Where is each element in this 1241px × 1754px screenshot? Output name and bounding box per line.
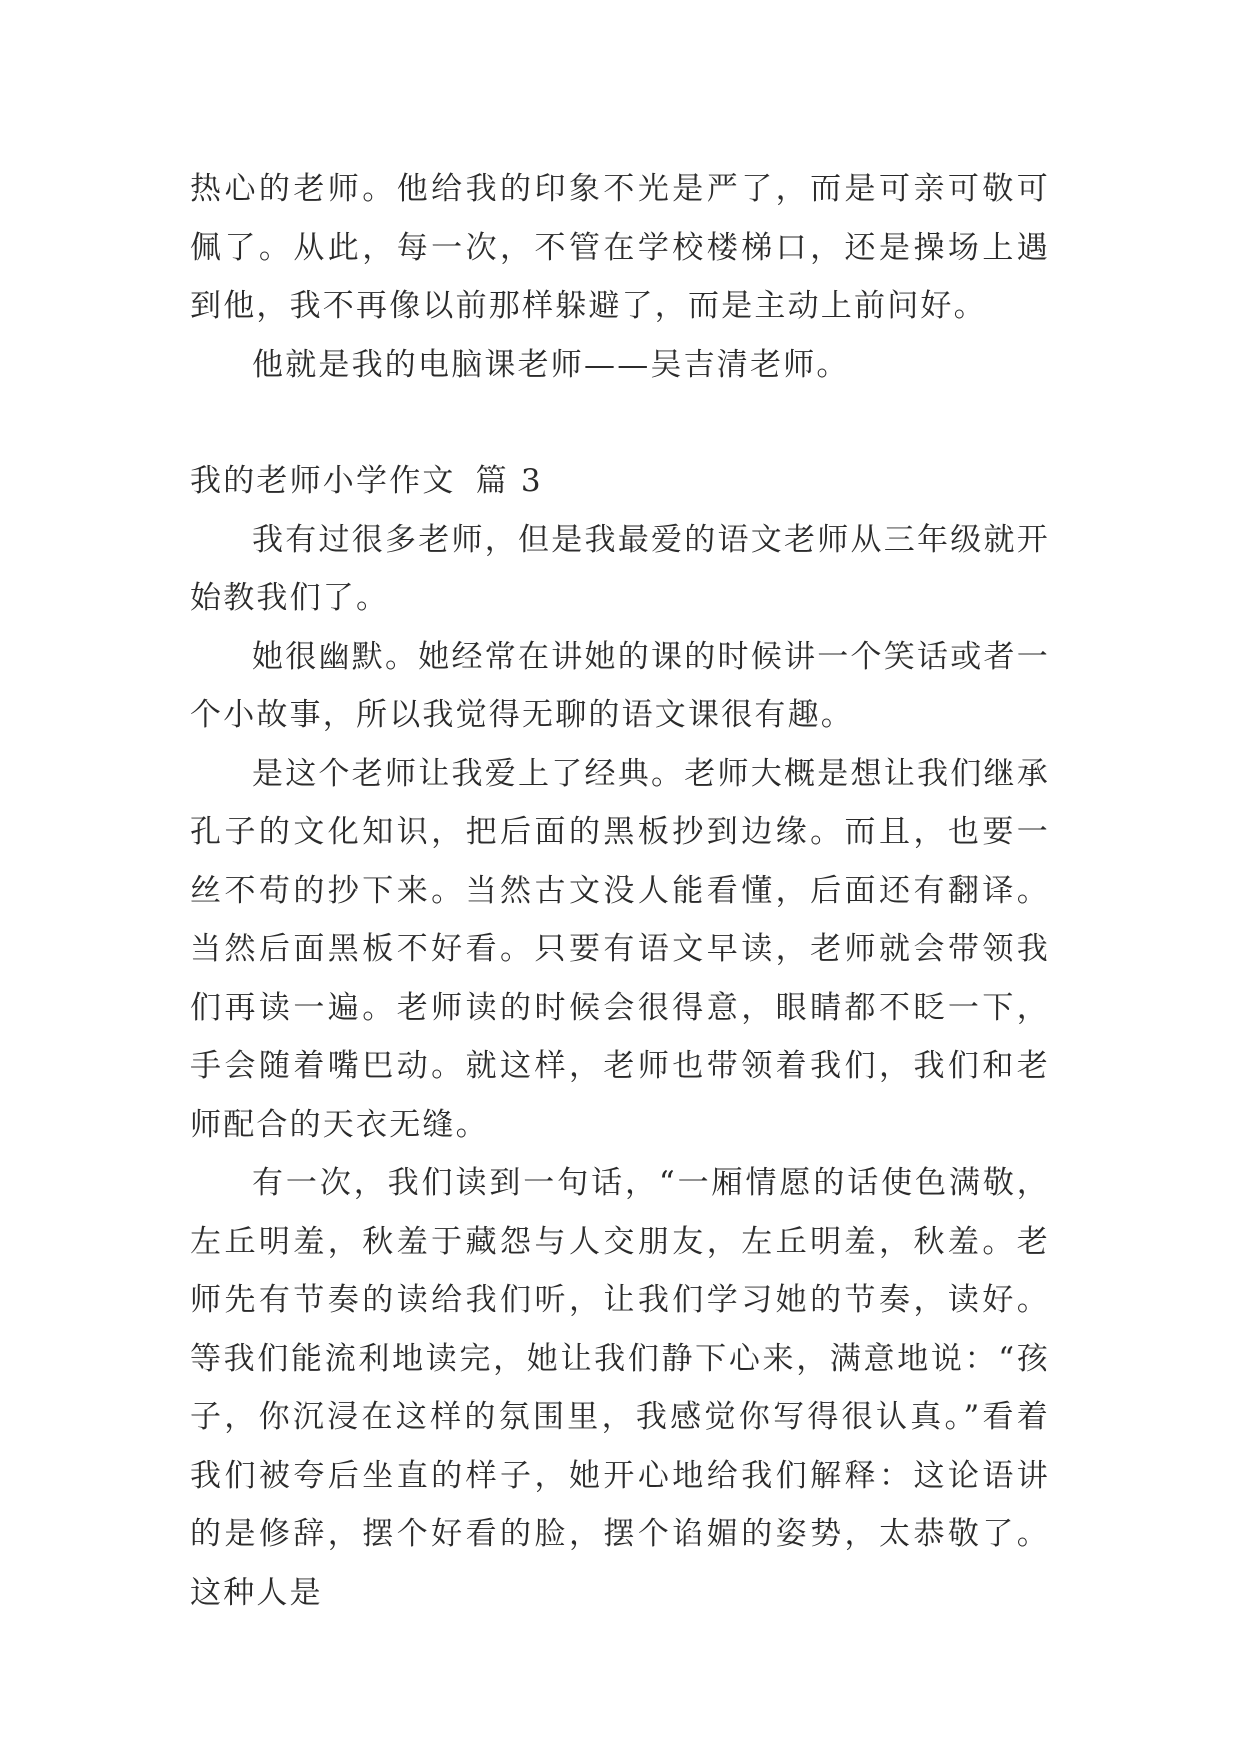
section-heading (190, 452, 1050, 511)
paragraph-1: 我有过很多老师，但是我最爱的语文老师从三年级就开始教我们了。 (190, 521, 1050, 616)
document-body (190, 160, 1050, 1622)
section-title: 我的老师小学作文 (190, 463, 456, 499)
section-spacer (190, 394, 1050, 452)
paragraph-4: 有一次，我们读到一句话，“一厢情愿的话使色满敬，左丘明羞，秋羞于藏怨与人交朋友，左丘明羞，秋羞。老师先有节奏的读给我们听，让我们学习她的节奏，读好。等我们能流利地读完，她让我们静下心来，满意地说：“孩子，你沉浸在这样的氛围里，我感觉你写得很认真。”看着我们被夸后坐直的样子，她开心地给我们解释：这论语讲的是修辞，摆个好看的脸，摆个谄媚的姿势，太恭敬了。这种人是 (190, 1165, 1050, 1611)
paragraph-3: 是这个老师让我爱上了经典。老师大概是想让我们继承孔子的文化知识，把后面的黑板抄到边缘。而且，也要一丝不苟的抄下来。当然古文没人能看懂，后面还有翻译。当然后面黑板不好看。只要有语文早读，老师就会带领我们再读一遍。老师读的时候会很得意，眼睛都不眨一下，手会随着嘴巴动。就这样，老师也带领着我们，我们和老师配合的天衣无缝。 (190, 755, 1050, 1143)
paragraph-2: 她很幽默。她经常在讲她的课的时候讲一个笑话或者一个小故事，所以我觉得无聊的语文课很有趣。 (190, 638, 1050, 733)
paragraph-teacher-name: 他就是我的电脑课老师——吴吉清老师。 (252, 346, 850, 383)
section-part-label: 篇 3 (475, 463, 543, 499)
paragraph-continuation: 热心的老师。他给我的印象不光是严了，而是可亲可敬可佩了。从此，每一次，不管在学校楼梯口，还是操场上遇到他，我不再像以前那样躲避了，而是主动上前问好。 (190, 171, 1050, 324)
